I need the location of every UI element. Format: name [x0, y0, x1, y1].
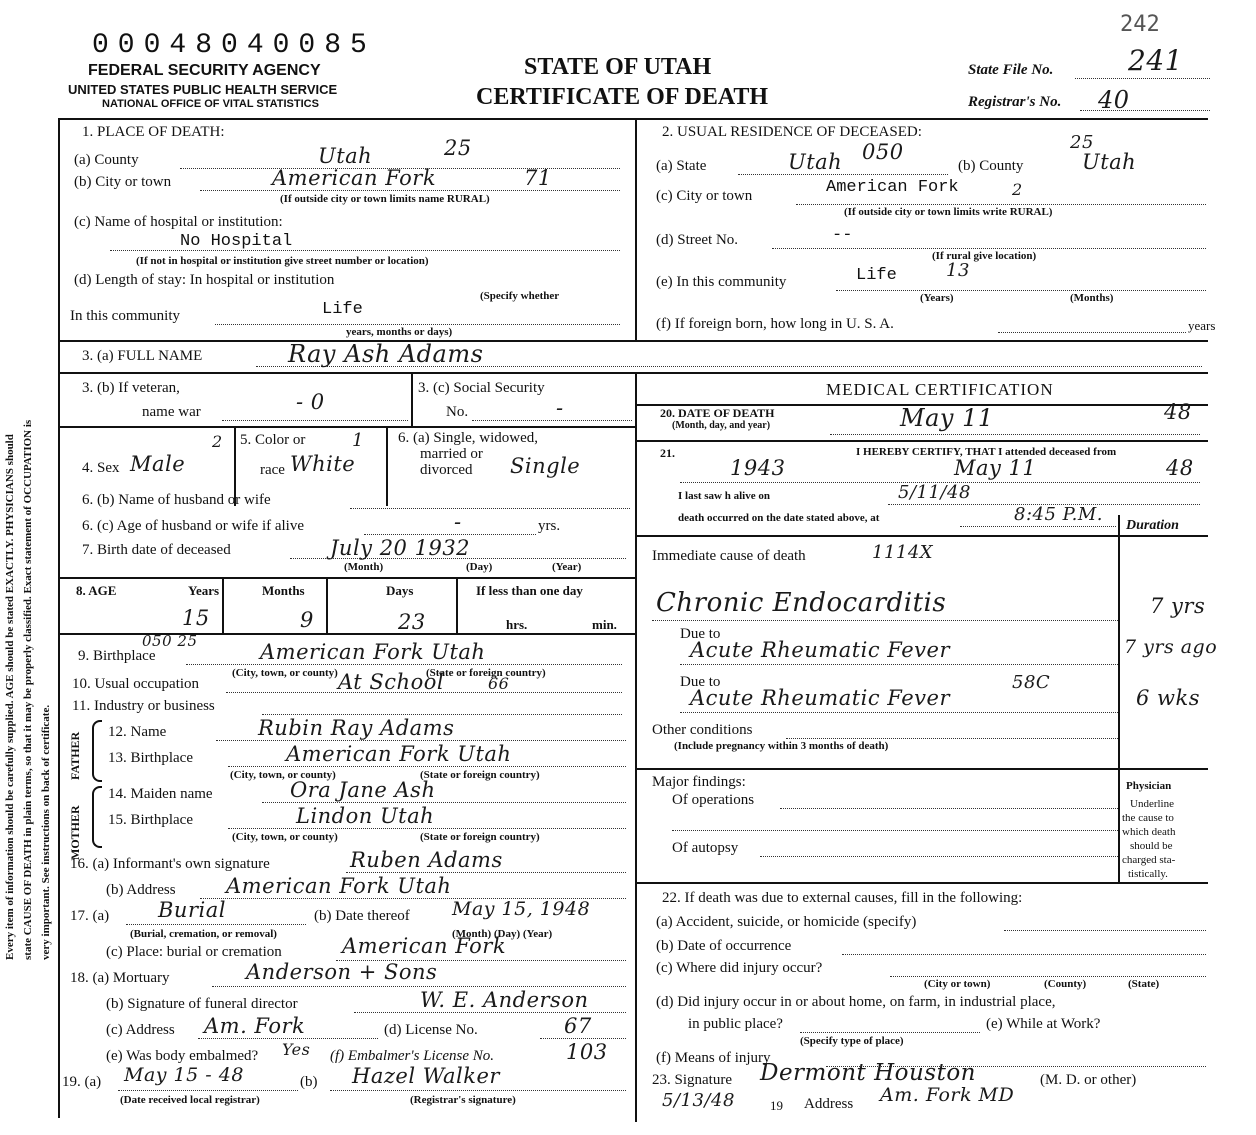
pod-city-value[interactable]: American Fork	[272, 166, 437, 190]
dod-year[interactable]: 48	[1164, 400, 1192, 424]
external-county-note: (County)	[1044, 978, 1087, 990]
pod-community-label: In this community	[70, 308, 180, 324]
physician-note-5: should be	[1130, 840, 1173, 852]
marital-label-3: divorced	[420, 462, 473, 478]
birthplace-city-note: (City, town, or county)	[232, 667, 338, 679]
disposition-date-label: (b) Date thereof	[314, 908, 410, 924]
mortuary-label: 18. (a) Mortuary	[70, 970, 170, 986]
attended-to[interactable]: May 11	[954, 456, 1037, 480]
burial-place-value[interactable]: American Fork	[342, 934, 507, 958]
embalmer-label: (f) Embalmer's License No.	[330, 1048, 495, 1064]
spouse-age-label: 6. (c) Age of husband or wife if alive	[82, 518, 305, 534]
age-min: min.	[592, 617, 617, 632]
external-d1: (d) Did injury occur in or about home, on farm, in industrial place,	[656, 994, 1056, 1010]
age-days-value[interactable]: 23	[398, 610, 426, 634]
director-value[interactable]: W. E. Anderson	[420, 988, 589, 1012]
res-state-label: (a) State	[656, 158, 707, 174]
signature-md-label: (M. D. or other)	[1040, 1072, 1137, 1088]
other-conditions-label: Other conditions	[652, 722, 753, 738]
signature-date[interactable]: 5/13/48	[662, 1090, 735, 1111]
pod-hospital-label: (c) Name of hospital or institution:	[74, 214, 283, 230]
age-years-value[interactable]: 15	[182, 606, 210, 630]
registrar-date-value[interactable]: May 15 - 48	[124, 1064, 244, 1086]
agency-line-2: UNITED STATES PUBLIC HEALTH SERVICE	[68, 82, 338, 97]
sex-value[interactable]: Male	[130, 452, 186, 476]
embalmer-value[interactable]: 103	[566, 1040, 608, 1064]
disposition-value[interactable]: Burial	[158, 898, 226, 922]
physician-note-7: tistically.	[1128, 868, 1168, 880]
informant-address-value[interactable]: American Fork Utah	[226, 874, 452, 898]
certify-number: 21.	[660, 446, 675, 460]
res-city-note: (If outside city or town limits write RURAL)	[844, 206, 1053, 218]
res-city-code: 2	[1012, 180, 1023, 199]
spouse-age-value[interactable]: -	[454, 510, 462, 534]
due-to-2-code: 58C	[1012, 672, 1051, 693]
immediate-cause-label: Immediate cause of death	[652, 548, 806, 564]
mother-bp-label: 15. Birthplace	[108, 812, 193, 828]
pod-community-note: years, months or days)	[346, 326, 453, 338]
res-state-code: 050	[862, 140, 904, 164]
major-findings-label: Major findings:	[652, 774, 746, 790]
place-of-death-heading: 1. PLACE OF DEATH:	[82, 124, 225, 140]
res-foreign-label: (f) If foreign born, how long in U. S. A.	[656, 316, 894, 332]
embalmed-label: (e) Was body embalmed?	[106, 1048, 259, 1064]
res-street-label: (d) Street No.	[656, 232, 739, 248]
license-value[interactable]: 67	[564, 1014, 592, 1038]
occupation-code: 66	[488, 674, 510, 693]
res-state-value[interactable]: Utah	[788, 150, 843, 174]
external-f: (f) Means of injury	[656, 1050, 771, 1066]
mother-name-label: 14. Maiden name	[108, 786, 213, 802]
father-name-label: 12. Name	[108, 724, 167, 740]
duration-head: Duration	[1126, 518, 1179, 533]
due-to-2-value[interactable]: Acute Rheumatic Fever	[690, 686, 950, 710]
due-to-1-label: Due to	[680, 626, 721, 642]
physician-note-2: Underline	[1130, 798, 1174, 810]
side-note-3: very important. See instructions on back of certificate.	[40, 704, 52, 960]
external-specify-note: (Specify type of place)	[800, 1035, 904, 1047]
mother-city-note: (City, town, or county)	[232, 831, 338, 843]
agency-line-3: NATIONAL OFFICE OF VITAL STATISTICS	[102, 98, 319, 110]
age-months-head: Months	[262, 583, 305, 598]
mortuary-value[interactable]: Anderson + Sons	[246, 960, 438, 984]
pod-stay-label: (d) Length of stay: In hospital or institution	[74, 272, 335, 288]
top-number: 242	[1120, 12, 1160, 37]
registrar-value: 40	[1098, 86, 1130, 114]
father-state-note: (State or foreign country)	[420, 769, 540, 781]
informant-address-label: (b) Address	[106, 882, 176, 898]
birthplace-state-note: (State or foreign country)	[426, 667, 546, 679]
full-name-label: 3. (a) FULL NAME	[82, 348, 203, 364]
state-file-value: 241	[1128, 44, 1183, 77]
pod-city-note: (If outside city or town limits name RURAL)	[280, 193, 490, 205]
res-county-label: (b) County	[958, 158, 1024, 174]
external-e: (e) While at Work?	[986, 1016, 1101, 1032]
birth-date-value[interactable]: July 20 1932	[330, 536, 471, 560]
immediate-cause-code: 1114X	[872, 542, 934, 563]
mother-brace	[92, 786, 102, 848]
disposition-date-value[interactable]: May 15, 1948	[452, 898, 591, 920]
external-a: (a) Accident, suicide, or homicide (specify)	[656, 914, 917, 930]
ss-label-1: 3. (c) Social Security	[418, 380, 545, 396]
external-c: (c) Where did injury occur?	[656, 960, 823, 976]
registrar-sig-value[interactable]: Hazel Walker	[352, 1064, 500, 1088]
due-to-2-label: Due to	[680, 674, 721, 690]
autopsy-label: Of autopsy	[672, 840, 739, 856]
certificate-number: 00048040085	[92, 30, 376, 61]
spouse-age-yrs: yrs.	[538, 518, 561, 534]
due-to-2-duration[interactable]: 6 wks	[1136, 686, 1201, 710]
res-community-label: (e) In this community	[656, 274, 787, 290]
physician-note-6: charged sta-	[1122, 854, 1176, 866]
pod-county-label: (a) County	[74, 152, 139, 168]
veteran-label-2: name war	[142, 404, 201, 420]
registrar-sig-label: (b)	[300, 1074, 318, 1090]
title-state: STATE OF UTAH	[524, 54, 712, 80]
dod-note: (Month, day, and year)	[672, 420, 771, 431]
signature-date-suffix: 19	[770, 1098, 783, 1113]
res-community-code: 13	[946, 260, 970, 281]
age-hrs: hrs.	[506, 617, 528, 632]
registrar-label: Registrar's No.	[968, 94, 1062, 110]
marital-label-2: married or	[420, 446, 483, 462]
operations-label: Of operations	[672, 792, 755, 808]
birthplace-value[interactable]: American Fork Utah	[260, 640, 486, 664]
signature-address-label: Address	[804, 1096, 854, 1112]
color-label-1: 5. Color or	[240, 432, 306, 448]
age-months-value[interactable]: 9	[300, 608, 314, 632]
res-street-value[interactable]: --	[832, 226, 853, 245]
registrar-row-label: 19. (a)	[62, 1074, 102, 1090]
title-certificate: CERTIFICATE OF DEATH	[476, 84, 769, 110]
industry-label: 11. Industry or business	[72, 698, 215, 714]
birth-date-label: 7. Birth date of deceased	[82, 542, 231, 558]
side-note-1: Every item of information should be carefully supplied. AGE should be stated EXACTLY. PHYSICIANS should	[4, 434, 16, 960]
signature-value[interactable]: Dermont Houston	[760, 1060, 976, 1086]
res-community-value[interactable]: Life	[856, 266, 897, 285]
birth-day-note: (Day)	[466, 561, 493, 573]
external-state-note: (State)	[1128, 978, 1160, 990]
immediate-cause-duration[interactable]: 7 yrs	[1150, 594, 1206, 618]
veteran-value[interactable]: - 0	[296, 390, 325, 414]
ss-value[interactable]: -	[556, 396, 564, 420]
pod-hospital-note: (If not in hospital or institution give street number or location)	[136, 255, 429, 267]
external-d2: in public place?	[688, 1016, 783, 1032]
disposition-label: 17. (a)	[70, 908, 110, 924]
occupation-value[interactable]: At School	[338, 670, 445, 694]
director-label: (b) Signature of funeral director	[106, 996, 298, 1012]
res-city-value[interactable]: American Fork	[826, 178, 959, 197]
mother-tag: MOTHER	[68, 805, 82, 860]
birthplace-label: 9. Birthplace	[78, 648, 156, 664]
license-label: (d) License No.	[384, 1022, 478, 1038]
disposition-note: (Burial, cremation, or removal)	[130, 928, 277, 940]
res-county-value[interactable]: Utah	[1082, 150, 1137, 174]
mother-bp-value[interactable]: Lindon Utah	[296, 804, 435, 828]
age-less-head: If less than one day	[476, 583, 583, 598]
birthplace-code: 050 25	[142, 632, 198, 650]
dod-label: 20. DATE OF DEATH	[660, 406, 775, 420]
res-city-label: (c) City or town	[656, 188, 753, 204]
pod-city-code: 71	[524, 166, 552, 190]
registrar-date-note: (Date received local registrar)	[120, 1094, 260, 1106]
ss-label-2: No.	[446, 404, 469, 420]
full-name-value[interactable]: Ray Ash Adams	[288, 340, 484, 368]
res-years-note: (Years)	[920, 292, 954, 304]
pod-specify-note: (Specify whether	[480, 290, 560, 302]
father-name-value[interactable]: Rubin Ray Adams	[258, 716, 455, 740]
sex-code: 2	[212, 432, 223, 451]
mother-name-value[interactable]: Ora Jane Ash	[290, 778, 436, 802]
marital-value[interactable]: Single	[510, 454, 581, 478]
embalmed-value[interactable]: Yes	[282, 1040, 311, 1059]
res-months-note: (Months)	[1070, 292, 1114, 304]
agency-line-1: FEDERAL SECURITY AGENCY	[88, 62, 321, 79]
certify-text: I HEREBY CERTIFY, THAT I attended deceased from	[856, 446, 1117, 458]
pod-hospital-value[interactable]: No Hospital	[180, 232, 293, 251]
father-bp-value[interactable]: American Fork Utah	[286, 742, 512, 766]
occupation-label: 10. Usual occupation	[72, 676, 200, 692]
pod-city-label: (b) City or town	[74, 174, 172, 190]
occurred-value[interactable]: 8:45 P.M.	[1014, 504, 1103, 525]
sex-label: 4. Sex	[82, 460, 120, 476]
attended-from[interactable]: 1943	[730, 456, 786, 480]
birth-month-note: (Month)	[344, 561, 384, 573]
res-street-note: (If rural give location)	[932, 250, 1037, 262]
due-to-1-duration[interactable]: 7 yrs ago	[1124, 636, 1218, 658]
state-file-label: State File No.	[968, 62, 1054, 78]
pod-county-value[interactable]: Utah	[318, 144, 373, 168]
father-brace	[92, 720, 102, 782]
age-label: 8. AGE	[76, 583, 117, 598]
res-county-code: 25	[1070, 132, 1094, 153]
color-code: 1	[352, 430, 364, 451]
external-heading: 22. If death was due to external causes, fill in the following:	[662, 890, 1023, 906]
age-years-head: Years	[188, 583, 220, 598]
mortuary-address-value[interactable]: Am. Fork	[204, 1014, 306, 1038]
due-to-1-value[interactable]: Acute Rheumatic Fever	[690, 638, 950, 662]
physician-note-3: the cause to	[1122, 812, 1174, 824]
signature-address-value[interactable]: Am. Fork MD	[880, 1084, 1015, 1106]
physician-note-1: Physician	[1126, 780, 1172, 792]
disposition-date-note: (Month) (Day) (Year)	[452, 928, 553, 940]
external-city-note: (City or town)	[924, 978, 991, 990]
signature-label: 23. Signature	[652, 1072, 732, 1088]
pod-county-code: 25	[444, 136, 472, 160]
pod-community-value[interactable]: Life	[322, 300, 363, 319]
external-b: (b) Date of occurrence	[656, 938, 792, 954]
marital-label-1: 6. (a) Single, widowed,	[398, 430, 538, 446]
physician-note-4: which death	[1122, 826, 1176, 838]
other-conditions-note: (Include pregnancy within 3 months of death)	[674, 740, 889, 752]
occurred-label: death occurred on the date stated above, at	[678, 512, 880, 524]
birth-year-note: (Year)	[552, 561, 582, 573]
mother-state-note: (State or foreign country)	[420, 831, 540, 843]
father-city-note: (City, town, or county)	[230, 769, 336, 781]
last-saw-label: I last saw h alive on	[678, 490, 770, 502]
burial-place-label: (c) Place: burial or cremation	[106, 944, 282, 960]
medical-heading: MEDICAL CERTIFICATION	[826, 380, 1054, 399]
informant-value[interactable]: Ruben Adams	[350, 848, 503, 872]
immediate-cause-value[interactable]: Chronic Endocarditis	[656, 588, 947, 618]
color-value[interactable]: White	[290, 452, 356, 476]
side-note-2: state CAUSE OF DEATH in plain terms, so that it may be properly classified. Exact statement of OCCUPATION is	[22, 419, 34, 960]
spouse-label: 6. (b) Name of husband or wife	[82, 492, 271, 508]
veteran-label-1: 3. (b) If veteran,	[82, 380, 180, 396]
informant-label: 16. (a) Informant's own signature	[70, 856, 270, 872]
age-days-head: Days	[386, 583, 414, 598]
color-label-2: race	[260, 462, 285, 478]
registrar-sig-note: (Registrar's signature)	[410, 1094, 516, 1106]
father-tag: FATHER	[68, 731, 82, 780]
attended-year[interactable]: 48	[1166, 456, 1194, 480]
dod-value[interactable]: May 11	[900, 404, 994, 432]
last-saw-value[interactable]: 5/11/48	[898, 482, 971, 503]
res-foreign-suffix: years	[1188, 318, 1216, 333]
father-bp-label: 13. Birthplace	[108, 750, 193, 766]
residence-heading: 2. USUAL RESIDENCE OF DECEASED:	[662, 124, 922, 140]
mortuary-address-label: (c) Address	[106, 1022, 175, 1038]
